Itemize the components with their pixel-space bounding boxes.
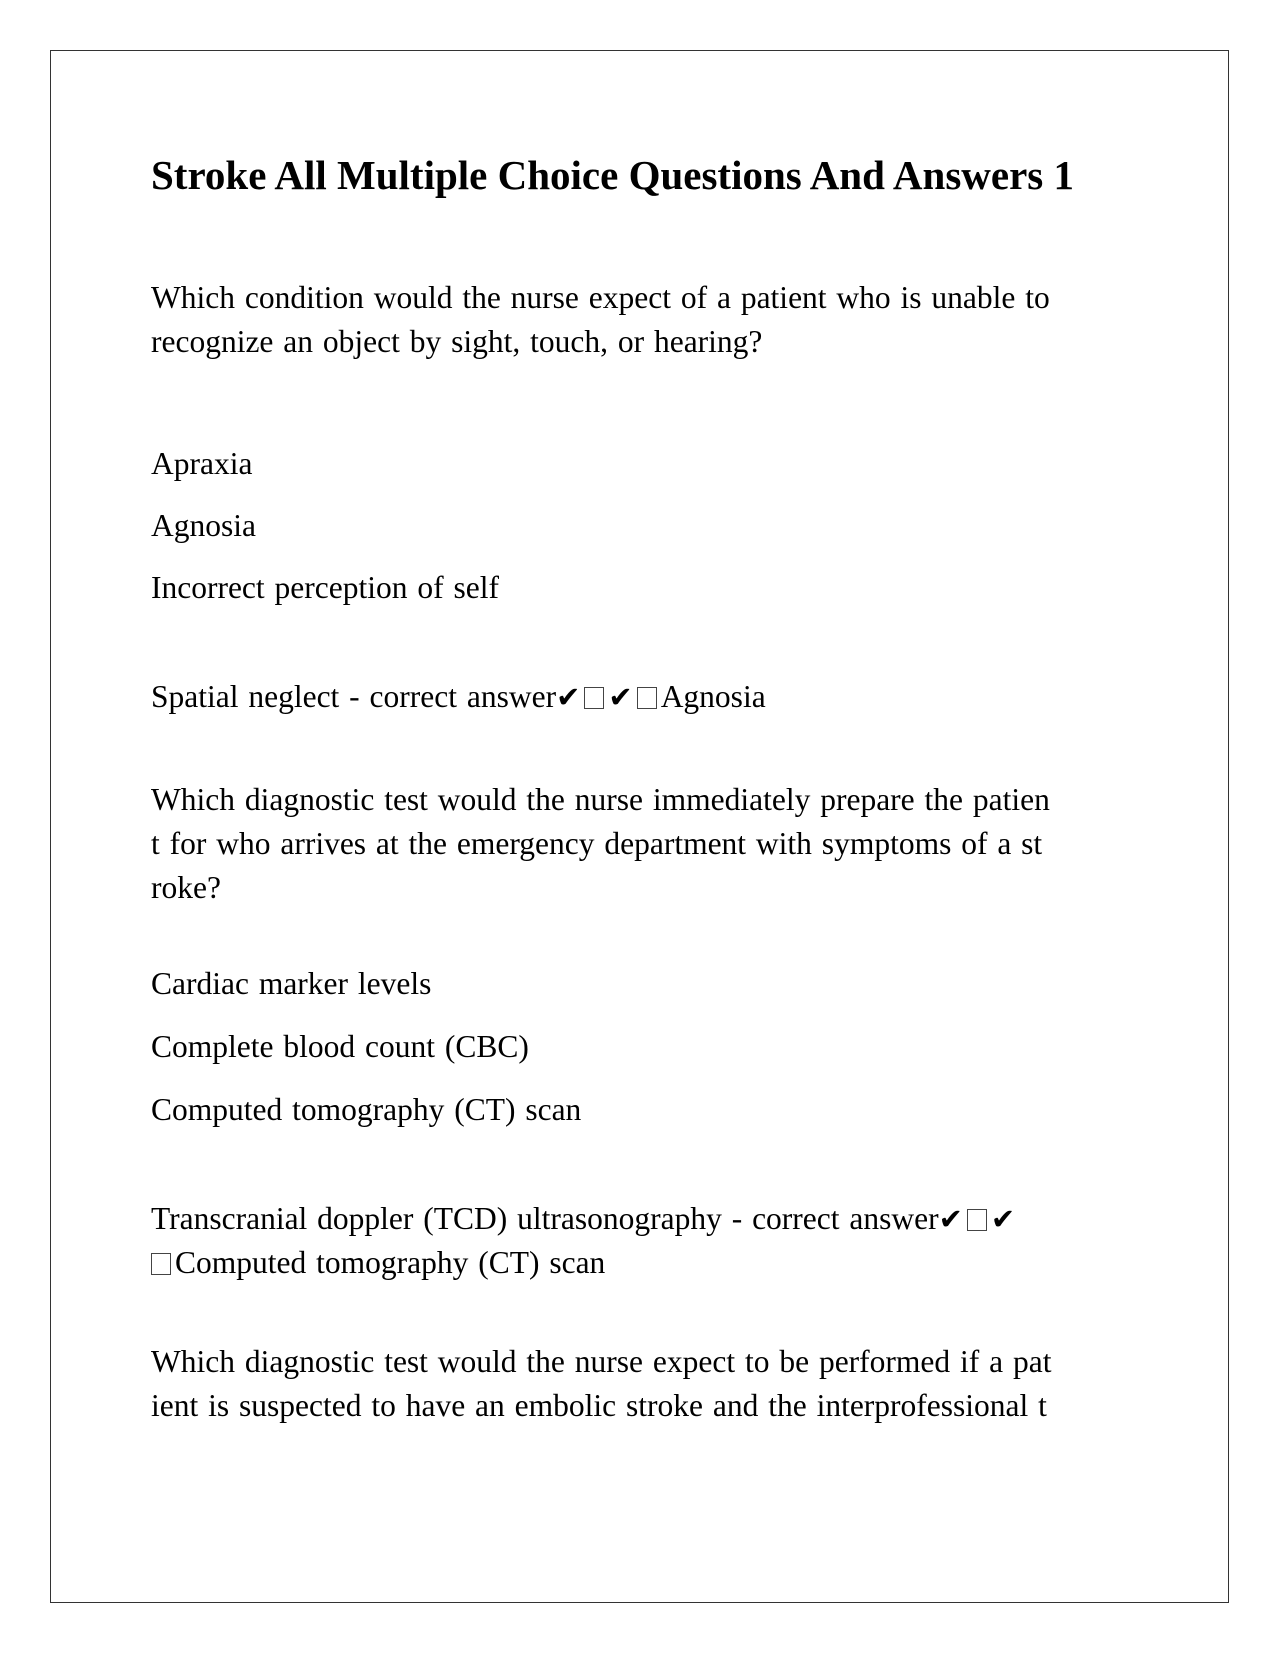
question-2-options	[151, 962, 1141, 1285]
option-agnosia: Agnosia	[151, 508, 256, 543]
option-apraxia: Apraxia	[151, 446, 253, 481]
option-incorrect-perception: Incorrect perception of self	[151, 570, 499, 605]
correct-answer-text: Agnosia	[660, 679, 766, 714]
question-3-prompt: Which diagnostic test would the nurse expect to be performed if a pat ient is suspected to have an embolic stroke and the interprofessional t	[151, 1344, 1052, 1423]
question-1	[151, 276, 1141, 364]
question-2	[151, 778, 1141, 910]
question-1-prompt: Which condition would the nurse expect of a patient who is unable to recognize an object by sight, touch, or hearing?	[151, 280, 1050, 359]
missing-glyph-icon	[967, 1209, 987, 1231]
check-mark-icon: ✔	[990, 1202, 1016, 1236]
question-1-options	[151, 442, 1141, 719]
check-mark-icon: ✔	[938, 1202, 963, 1236]
question-3	[151, 1340, 1141, 1428]
question-2-prompt: Which diagnostic test would the nurse immediately prepare the patien t for who arrives at the emergency department with symptoms of a st roke?	[151, 782, 1050, 905]
correct-answer-text: Computed tomography (CT) scan	[175, 1245, 606, 1280]
missing-glyph-icon	[637, 687, 657, 709]
option-spatial-neglect-label: Spatial neglect - correct answer	[151, 679, 557, 714]
option-tcd-label: Transcranial doppler (TCD) ultrasonography - correct answer	[151, 1201, 939, 1236]
option-cbc: Complete blood count (CBC)	[151, 1029, 529, 1064]
missing-glyph-icon	[151, 1253, 171, 1275]
missing-glyph-icon	[584, 687, 604, 709]
check-mark-icon: ✔	[608, 680, 633, 714]
check-mark-icon: ✔	[556, 680, 581, 714]
option-spatial-neglect-answer	[151, 631, 1141, 719]
document-title: Stroke All Multiple Choice Questions And Answers 1	[151, 152, 1074, 198]
option-cardiac-marker: Cardiac marker levels	[151, 966, 432, 1001]
document-body	[151, 150, 1141, 1423]
option-ct-scan: Computed tomography (CT) scan	[151, 1092, 582, 1127]
option-tcd-answer	[151, 1153, 1141, 1285]
